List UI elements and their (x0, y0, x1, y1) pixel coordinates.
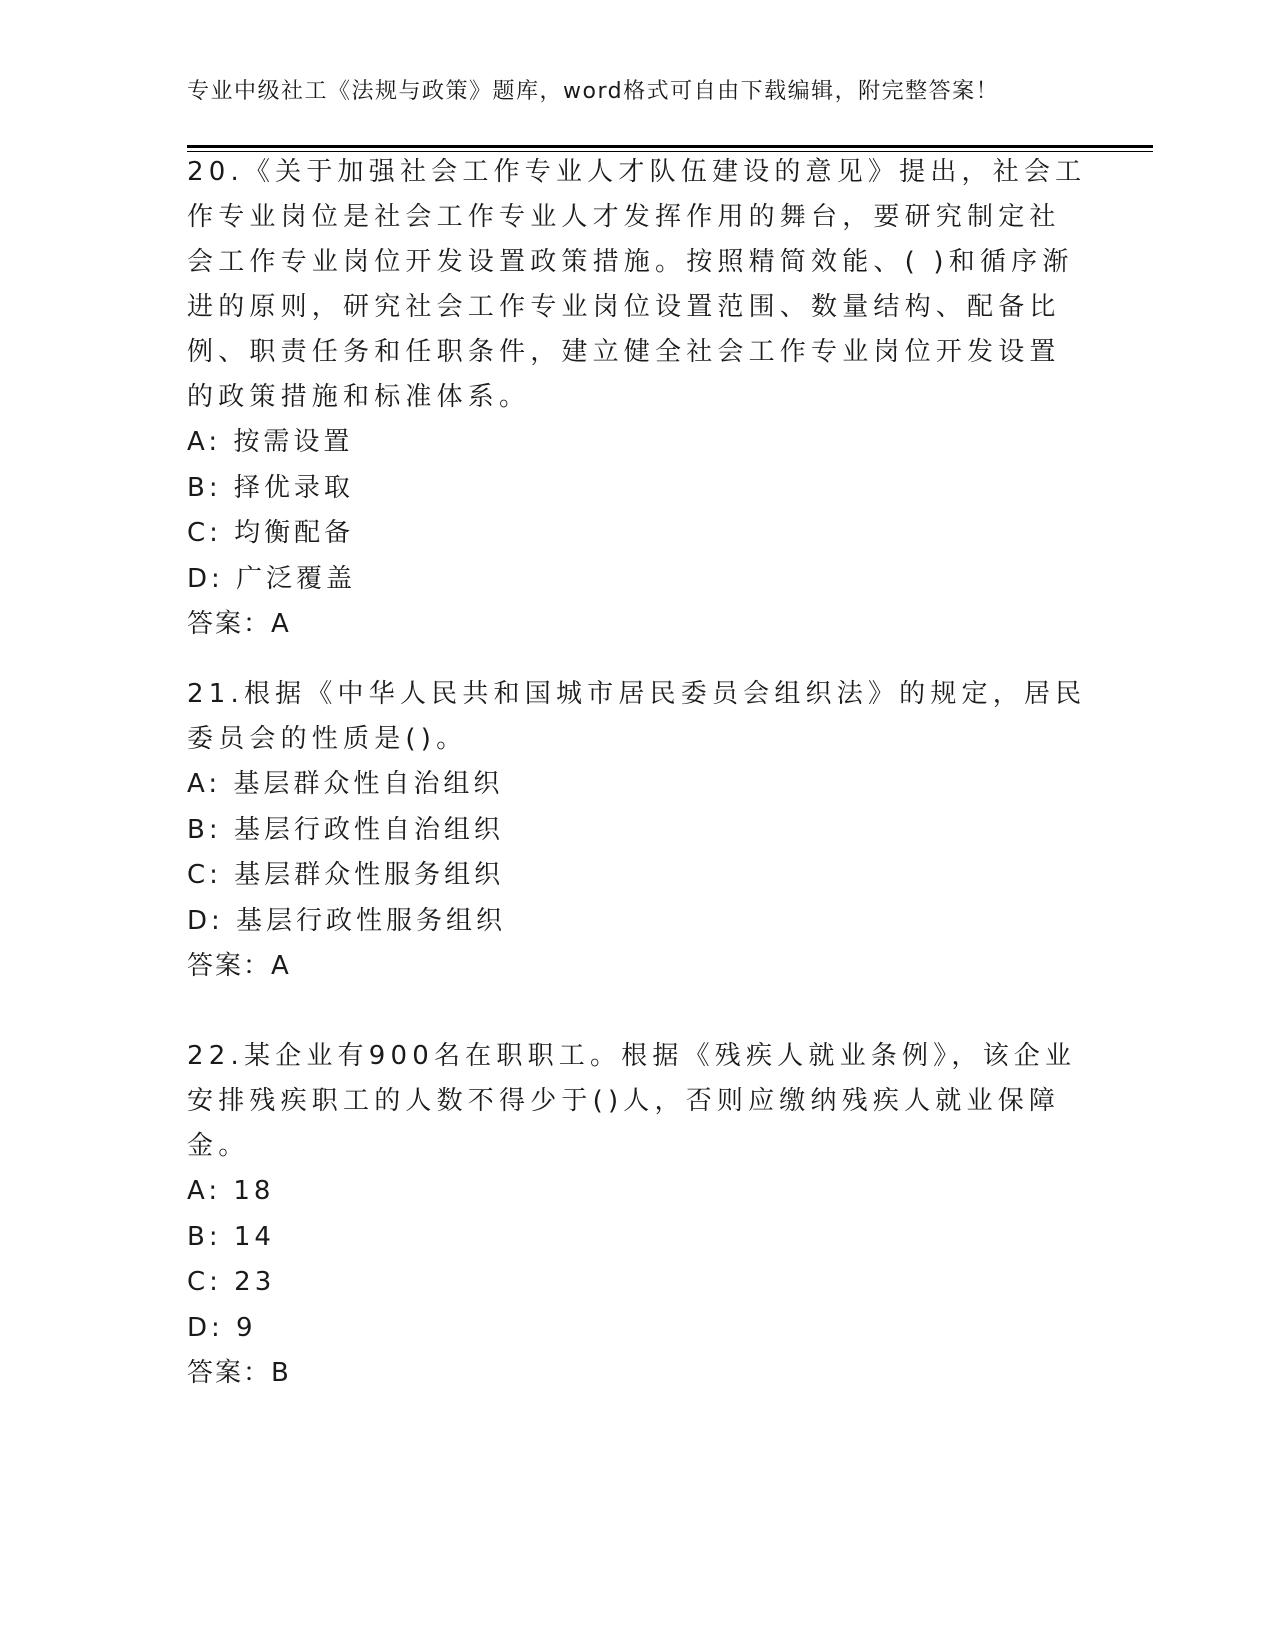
option-c: C: 基层群众性服务组织 (187, 860, 505, 890)
answer-line (187, 944, 1087, 989)
option-d: D: 基层行政性服务组织 (187, 905, 507, 936)
option-a: A: 按需设置 (187, 427, 354, 457)
answer-value: A (271, 609, 289, 639)
option-d: D: 9 (187, 1312, 257, 1343)
page-header: 专业中级社工《法规与政策》题库，word格式可自由下载编辑，附完整答案！ (187, 79, 1000, 104)
question-21 (187, 672, 1087, 989)
answer-line (187, 1351, 1087, 1396)
answer-value: A (271, 951, 289, 981)
header-divider-thick (187, 145, 1153, 148)
option-c: C: 23 (187, 1267, 276, 1297)
question-text: 21.根据《中华人民共和国城市居民委员会组织法》的规定，居民委员会的性质是()。 (187, 679, 1087, 754)
option-a: A: 18 (187, 1176, 275, 1206)
question-20 (187, 150, 1087, 647)
option-c: C: 均衡配备 (187, 518, 355, 548)
option-d: D: 广泛覆盖 (187, 563, 357, 594)
answer-label: 答案： (187, 1358, 272, 1388)
question-22 (187, 1034, 1087, 1396)
option-b: B: 14 (187, 1221, 275, 1252)
answer-line (187, 602, 1087, 647)
answer-value: B (271, 1358, 289, 1388)
answer-label: 答案： (187, 609, 272, 639)
option-b: B: 择优录取 (187, 472, 354, 503)
answer-label: 答案： (187, 951, 272, 981)
question-text: 22.某企业有900名在职职工。根据《残疾人就业条例》，该企业安排残疾职工的人数不得少于()人，否则应缴纳残疾人就业保障金。 (187, 1041, 1077, 1161)
option-a: A: 基层群众性自治组织 (187, 769, 504, 799)
question-text: 20.《关于加强社会工作专业人才队伍建设的意见》提出，社会工作专业岗位是社会工作专业人才发挥作用的舞台，要研究制定社会工作专业岗位开发设置政策措施。按照精简效能、( )和循序渐进的原则，研究社会工作专业岗位设置范围、数量结构、配备比例、职责任务和任职条件，建立健全社会工作专业岗位开发设置的政策措施和标准体系。 (187, 157, 1087, 412)
option-b: B: 基层行政性自治组织 (187, 814, 504, 845)
